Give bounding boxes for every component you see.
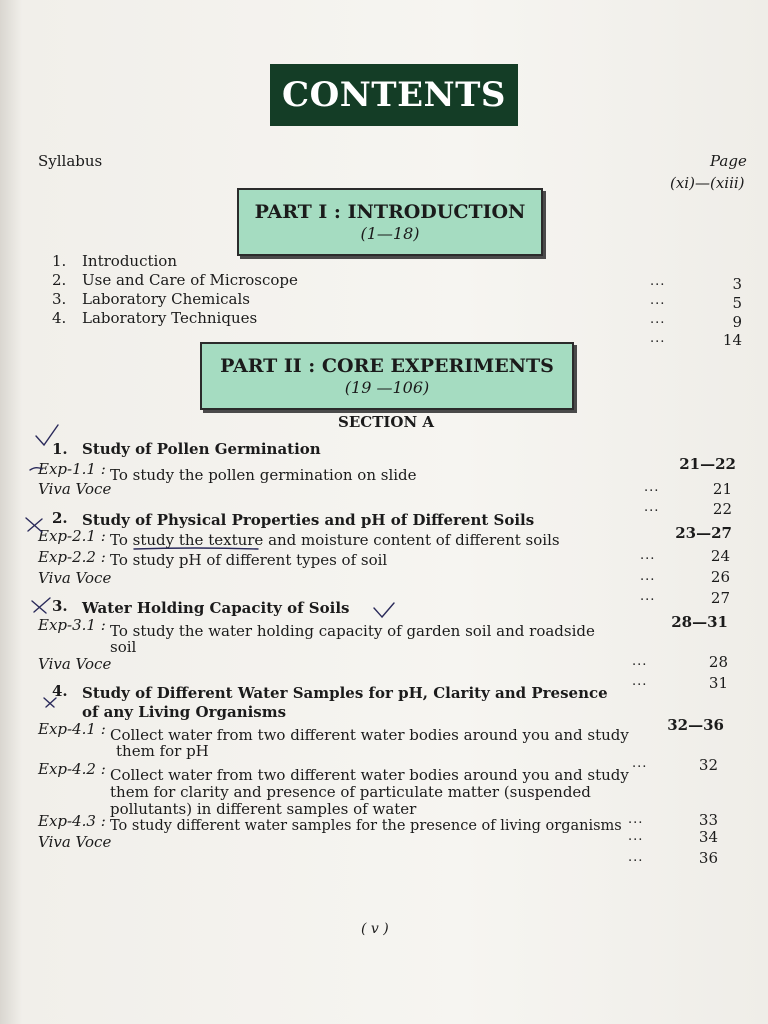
exp-text: soil xyxy=(110,638,137,656)
list-item-number: 2. xyxy=(52,271,67,289)
exp-text: pollutants) in different samples of water xyxy=(110,800,417,818)
syllabus-page: (xi)—(xiii) xyxy=(670,174,745,192)
chapter-title: Study of Different Water Samples for pH, Clarity and Presence xyxy=(82,684,608,702)
chapter-title: Water Holding Capacity of Soils xyxy=(82,599,350,617)
contents-title: CONTENTS xyxy=(270,64,518,126)
exp-label: Exp-1.1 : xyxy=(38,460,106,478)
footer-page-number: ( v ) xyxy=(361,921,389,937)
exp-text: To study the water holding capacity of garden soil and roadside xyxy=(110,622,595,640)
page-number: 24 xyxy=(710,547,730,565)
list-item: Use and Care of Microscope xyxy=(82,271,298,289)
part2-title: PART II : CORE EXPERIMENTS xyxy=(220,355,554,377)
page-column-header: Page xyxy=(710,152,747,170)
chapter-number: 3. xyxy=(52,597,68,615)
page-number: 9 xyxy=(732,313,742,331)
exp-text: To study different water samples for the presence of living organisms xyxy=(110,818,622,834)
chapter-range: 32—36 xyxy=(667,716,724,734)
list-item: Laboratory Techniques xyxy=(82,309,258,327)
exp-label: Exp-2.1 : xyxy=(38,527,106,545)
cross-mark-icon xyxy=(32,598,50,613)
exp-text: To study pH of different types of soil xyxy=(110,551,388,569)
list-item: Introduction xyxy=(82,252,177,270)
underline-mark xyxy=(134,548,258,549)
chapter-title: Study of Physical Properties and pH of Different Soils xyxy=(82,511,535,529)
exp-label: Exp-3.1 : xyxy=(38,616,106,634)
pen-tick-icon xyxy=(30,468,42,470)
viva-voce: Viva Voce xyxy=(38,480,112,498)
leader-dots: ... xyxy=(628,812,644,827)
list-item-number: 1. xyxy=(52,252,67,270)
exp-label: Exp-4.1 : xyxy=(38,720,106,738)
page-number: 32 xyxy=(698,756,718,774)
chapter-title: Study of Pollen Germination xyxy=(82,440,321,458)
exp-text: To study the pollen germination on slide xyxy=(110,466,417,484)
leader-dots: ... xyxy=(650,312,666,327)
leader-dots: ... xyxy=(650,331,666,346)
page-number: 26 xyxy=(710,568,730,586)
leader-dots: ... xyxy=(632,674,648,689)
page-number: 14 xyxy=(722,331,742,349)
list-item-number: 4. xyxy=(52,309,67,327)
leader-dots: ... xyxy=(632,654,648,669)
exp-text: To study the texture and moisture content of different soils xyxy=(110,531,560,549)
leader-dots: ... xyxy=(644,500,660,515)
chapter-number: 2. xyxy=(52,509,68,527)
page-number: 22 xyxy=(712,500,732,518)
page-number: 27 xyxy=(710,589,730,607)
syllabus-label: Syllabus xyxy=(38,152,103,170)
chapter-range: 21—22 xyxy=(679,455,736,473)
page-number: 3 xyxy=(732,275,742,293)
cross-mark-icon xyxy=(26,518,42,532)
exp-label: Exp-2.2 : xyxy=(38,548,106,566)
chapter-range: 23—27 xyxy=(675,524,732,542)
viva-voce: Viva Voce xyxy=(38,569,112,587)
exp-label: Exp-4.2 : xyxy=(38,760,106,778)
checkmark-icon xyxy=(374,603,394,617)
leader-dots: ... xyxy=(640,548,656,563)
leader-dots: ... xyxy=(650,293,666,308)
checkmark-icon xyxy=(36,425,58,445)
page-number: 31 xyxy=(708,674,728,692)
viva-voce: Viva Voce xyxy=(38,833,112,851)
list-item-number: 3. xyxy=(52,290,67,308)
page-number: 33 xyxy=(698,811,718,829)
leader-dots: ... xyxy=(628,850,644,865)
section-heading: SECTION A xyxy=(338,413,435,431)
leader-dots: ... xyxy=(644,480,660,495)
chapter-range: 28—31 xyxy=(671,613,728,631)
exp-label: Exp-4.3 : xyxy=(38,812,106,830)
leader-dots: ... xyxy=(640,589,656,604)
cross-mark-icon xyxy=(44,698,56,707)
chapter-number: 1. xyxy=(52,440,68,458)
page-number: 21 xyxy=(712,480,732,498)
chapter-number: 4. xyxy=(52,682,68,700)
part2-range: (19 —106) xyxy=(344,378,430,397)
leader-dots: ... xyxy=(628,829,644,844)
part1-range: (1—18) xyxy=(360,224,420,243)
part1-title: PART I : INTRODUCTION xyxy=(254,201,526,223)
page-number: 5 xyxy=(732,294,742,312)
leader-dots: ... xyxy=(650,274,666,289)
leader-dots: ... xyxy=(632,756,648,771)
exp-text: them for clarity and presence of particulate matter (suspended xyxy=(110,783,591,801)
exp-text: Collect water from two different water bodies around you and study xyxy=(110,726,629,744)
list-item: Laboratory Chemicals xyxy=(82,290,250,308)
page-number: 34 xyxy=(698,828,718,846)
exp-text: them for pH xyxy=(116,742,209,760)
exp-text: Collect water from two different water bodies around you and study xyxy=(110,766,629,784)
leader-dots: ... xyxy=(640,569,656,584)
page-number: 36 xyxy=(698,849,718,867)
page-number: 28 xyxy=(708,653,728,671)
viva-voce: Viva Voce xyxy=(38,655,112,673)
chapter-title: of any Living Organisms xyxy=(82,703,287,721)
